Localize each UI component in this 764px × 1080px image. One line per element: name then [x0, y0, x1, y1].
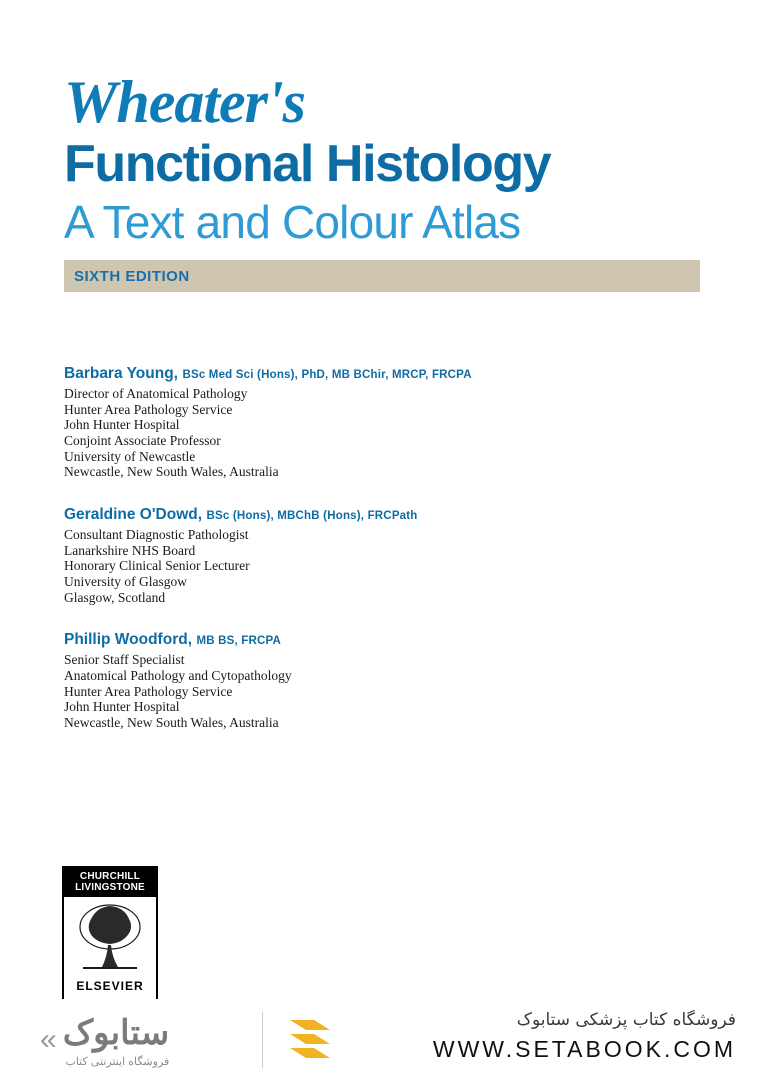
watermark-tagline-fa: فروشگاه کتاب پزشکی ستابوک: [516, 1010, 736, 1030]
author-entry: [64, 365, 684, 480]
author-affiliation: University of Newcastle: [64, 448, 196, 464]
author-heading: [64, 365, 684, 383]
author-affiliation: Hunter Area Pathology Service: [64, 401, 233, 417]
author-affiliation: University of Glasgow: [64, 573, 187, 589]
author-entry: [64, 631, 684, 730]
author-degrees: BSc (Hons), MBChB (Hons), FRCPath: [206, 509, 418, 522]
author-affiliation: Newcastle, New South Wales, Australia: [64, 714, 279, 730]
publisher-line1: CHURCHILL: [79, 871, 141, 882]
author-heading: [64, 631, 684, 649]
author-affiliation: Anatomical Pathology and Cytopathology: [64, 667, 292, 683]
book-title-main: Wheater's: [64, 69, 306, 135]
author-name: Barbara Young,: [64, 365, 178, 382]
author-entry: [64, 506, 684, 605]
watermark-brand-sub-fa: فروشگاه اینترنتی کتاب: [65, 1055, 170, 1068]
watermark-brand-fa: ستابوک: [62, 1013, 170, 1052]
footer-divider: [262, 1012, 263, 1068]
publisher-imprint: ELSEVIER: [76, 979, 144, 993]
chevron-left-icon: «: [40, 1023, 57, 1056]
double-chevron-icon: [286, 1016, 344, 1064]
publisher-logo: [62, 866, 158, 1002]
book-title-sub: Functional Histology: [64, 135, 551, 193]
tree-icon: [64, 897, 156, 979]
title-block: [64, 69, 704, 292]
watermark-brand: [40, 1008, 270, 1072]
author-degrees: MB BS, FRCPA: [196, 635, 282, 648]
author-name: Phillip Woodford,: [64, 631, 192, 649]
author-affiliation: Hunter Area Pathology Service: [64, 683, 233, 699]
author-heading: [64, 506, 684, 524]
author-affiliation: Consultant Diagnostic Pathologist: [64, 526, 249, 542]
watermark-url[interactable]: WWW.SETABOOK.COM: [432, 1036, 736, 1062]
author-affiliation: Glasgow, Scotland: [64, 589, 166, 605]
book-tagline: A Text and Colour Atlas: [64, 196, 521, 248]
edition-label: SIXTH EDITION: [74, 267, 190, 285]
author-affiliation: Newcastle, New South Wales, Australia: [64, 464, 279, 480]
watermark-text-group: [433, 1010, 736, 1063]
watermark-footer: [0, 999, 764, 1080]
author-name: Geraldine O'Dowd,: [64, 505, 203, 523]
author-affiliation: Director of Anatomical Pathology: [64, 386, 248, 401]
authors-section: [64, 365, 684, 757]
author-degrees: BSc Med Sci (Hons), PhD, MB BChir, MRCP, FRCPA: [182, 369, 472, 381]
author-affiliation: Senior Staff Specialist: [64, 652, 185, 668]
author-affiliation: Lanarkshire NHS Board: [64, 542, 196, 558]
edition-bar: [64, 260, 700, 292]
author-affiliation: John Hunter Hospital: [64, 699, 180, 715]
publisher-line2: LIVINGSTONE: [75, 882, 145, 893]
author-affiliation: Honorary Clinical Senior Lecturer: [64, 558, 250, 574]
author-affiliation: John Hunter Hospital: [64, 417, 180, 433]
author-affiliation: Conjoint Associate Professor: [64, 432, 221, 448]
publisher-logo-banner: [64, 868, 156, 897]
